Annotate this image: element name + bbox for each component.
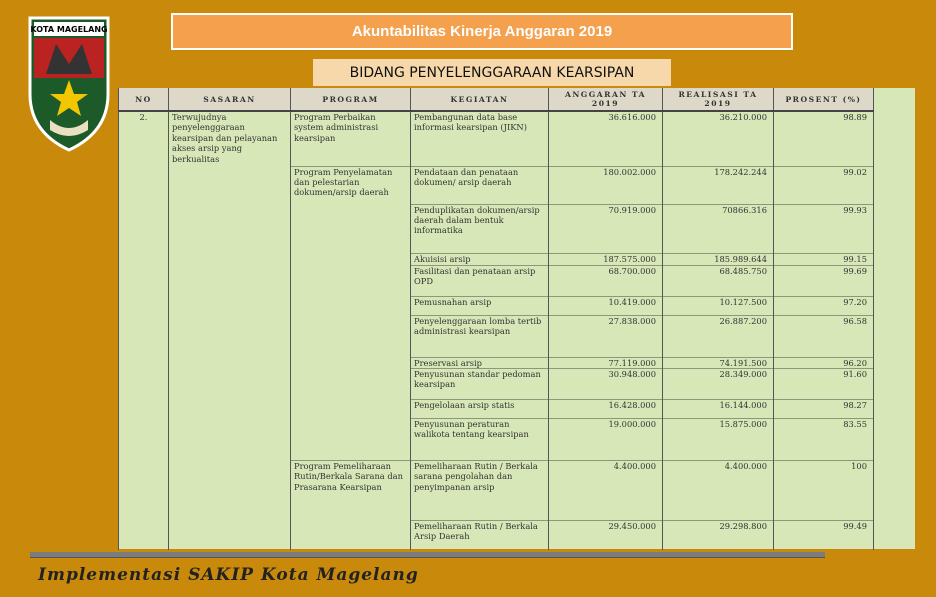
anggaran-cell: 77.119.000: [549, 357, 663, 368]
section-subtitle: BIDANG PENYELENGGARAAN KEARSIPAN: [313, 59, 671, 86]
realisasi-cell: 36.210.000: [663, 111, 774, 166]
prosent-cell: 91.60: [774, 368, 874, 399]
prosent-cell: 99.15: [774, 253, 874, 265]
realisasi-cell: 178.242.244: [663, 166, 774, 204]
prosent-cell: 100: [774, 460, 874, 520]
kota-magelang-logo: [26, 14, 112, 154]
anggaran-cell: 70.919.000: [549, 204, 663, 253]
realisasi-cell: 74.191.500: [663, 357, 774, 368]
kegiatan-cell: Pemusnahan arsip: [411, 296, 549, 315]
anggaran-cell: 36.616.000: [549, 111, 663, 166]
prosent-cell: 99.93: [774, 204, 874, 253]
header-kegiatan: KEGIATAN: [411, 88, 549, 111]
prosent-cell: 96.58: [774, 315, 874, 357]
prosent-cell: 99.49: [774, 520, 874, 550]
anggaran-cell: 180.002.000: [549, 166, 663, 204]
anggaran-cell: 29.450.000: [549, 520, 663, 550]
program-cell: Program Perbaikan system administrasi kearsipan: [291, 111, 411, 166]
prosent-cell: 83.55: [774, 418, 874, 460]
budget-table: [118, 88, 874, 550]
table-row: [119, 111, 874, 166]
anggaran-cell: 187.575.000: [549, 253, 663, 265]
svg-text:KOTA MAGELANG: KOTA MAGELANG: [30, 25, 108, 34]
anggaran-cell: 19.000.000: [549, 418, 663, 460]
anggaran-cell: 30.948.000: [549, 368, 663, 399]
prosent-cell: 99.02: [774, 166, 874, 204]
kegiatan-cell: Penduplikatan dokumen/arsip daerah dalam bentuk informatika: [411, 204, 549, 253]
realisasi-cell: 15.875.000: [663, 418, 774, 460]
anggaran-cell: 10.419.000: [549, 296, 663, 315]
table-header-row: [119, 88, 874, 111]
header-realisasi: REALISASI TA 2019: [663, 88, 774, 111]
header-program: PROGRAM: [291, 88, 411, 111]
footer-divider: [30, 552, 825, 558]
kegiatan-cell: Akuisisi arsip: [411, 253, 549, 265]
realisasi-cell: 28.349.000: [663, 368, 774, 399]
header-no: NO: [119, 88, 169, 111]
kegiatan-cell: Pembangunan data base informasi kearsipan (JIKN): [411, 111, 549, 166]
realisasi-cell: 10.127.500: [663, 296, 774, 315]
prosent-cell: 96.20: [774, 357, 874, 368]
row-number: 2.: [119, 111, 169, 550]
page-title: Akuntabilitas Kinerja Anggaran 2019: [171, 13, 793, 50]
prosent-cell: 98.27: [774, 399, 874, 418]
program-cell: Program Penyelamatan dan pelestarian dokumen/arsip daerah: [291, 166, 411, 460]
realisasi-cell: 68.485.750: [663, 265, 774, 296]
prosent-cell: 99.69: [774, 265, 874, 296]
prosent-cell: 97.20: [774, 296, 874, 315]
kegiatan-cell: Pemeliharaan Rutin / Berkala Arsip Daerah: [411, 520, 549, 550]
header-prosent: PROSENT (%): [774, 88, 874, 111]
header-anggaran: ANGGARAN TA 2019: [549, 88, 663, 111]
anggaran-cell: 68.700.000: [549, 265, 663, 296]
anggaran-cell: 4.400.000: [549, 460, 663, 520]
kegiatan-cell: Preservasi arsip: [411, 357, 549, 368]
realisasi-cell: 29.298.800: [663, 520, 774, 550]
realisasi-cell: 16.144.000: [663, 399, 774, 418]
realisasi-cell: 185.989.644: [663, 253, 774, 265]
realisasi-cell: 26.887.200: [663, 315, 774, 357]
kegiatan-cell: Penyusunan standar pedoman kearsipan: [411, 368, 549, 399]
realisasi-cell: 4.400.000: [663, 460, 774, 520]
prosent-cell: 98.89: [774, 111, 874, 166]
kegiatan-cell: Fasilitasi dan penataan arsip OPD: [411, 265, 549, 296]
header-sasaran: SASARAN: [169, 88, 291, 111]
realisasi-cell: 70866.316: [663, 204, 774, 253]
kegiatan-cell: Penyelenggaraan lomba tertib administrasi kearsipan: [411, 315, 549, 357]
kegiatan-cell: Pendataan dan penataan dokumen/ arsip daerah: [411, 166, 549, 204]
footer-text: Implementasi SAKIP Kota Magelang: [38, 565, 419, 585]
kegiatan-cell: Pengelolaan arsip statis: [411, 399, 549, 418]
kegiatan-cell: Penyusunan peraturan walikota tentang kearsipan: [411, 418, 549, 460]
kegiatan-cell: Pemeliharaan Rutin / Berkala sarana pengolahan dan penyimpanan arsip: [411, 460, 549, 520]
budget-table-container: [118, 88, 915, 549]
anggaran-cell: 27.838.000: [549, 315, 663, 357]
anggaran-cell: 16.428.000: [549, 399, 663, 418]
program-cell: Program Pemeliharaan Rutin/Berkala Sarana dan Prasarana Kearsipan: [291, 460, 411, 550]
sasaran-cell: Terwujudnya penyelenggaraan kearsipan dan pelayanan akses arsip yang berkualitas: [169, 111, 291, 550]
